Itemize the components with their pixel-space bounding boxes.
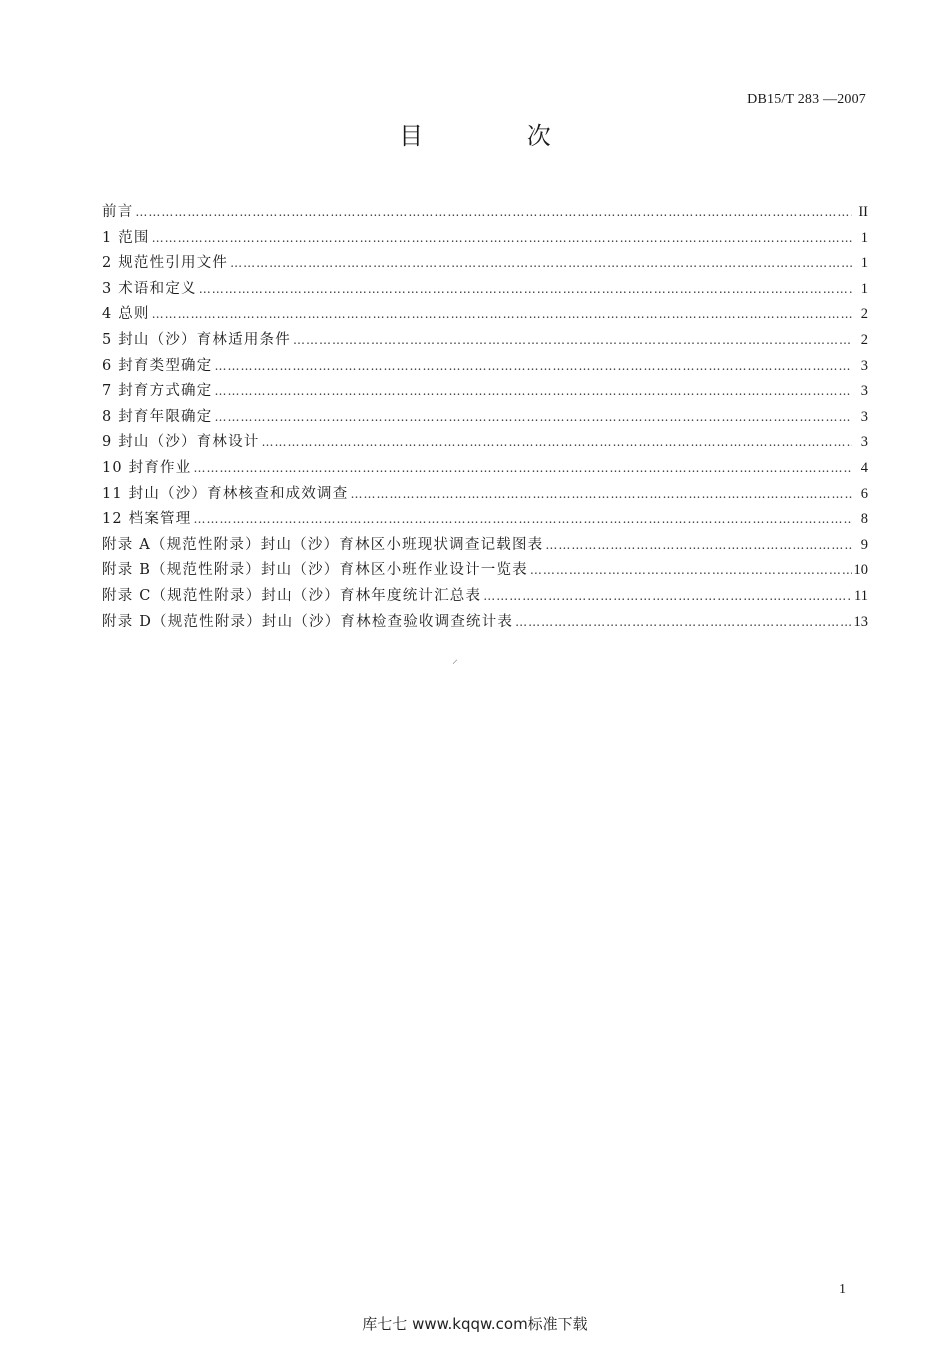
- toc-entry-page: 3: [860, 357, 868, 374]
- toc-entry[interactable]: [102, 226, 868, 252]
- toc-leader-dots: [152, 231, 852, 245]
- standard-code: DB15/T 283 —2007: [747, 92, 866, 107]
- toc-entry-label: 10 封育作业: [102, 459, 192, 476]
- footer-watermark: 库七七 www.kqqw.com标准下载: [362, 1315, 588, 1333]
- toc-leader-dots: [530, 563, 852, 577]
- toc-entry-page: II: [858, 204, 868, 220]
- toc-entry-page: 6: [860, 485, 868, 502]
- toc-entry-label: 1 范围: [102, 229, 150, 246]
- toc-entry-label: 6 封育类型确定: [102, 357, 213, 374]
- toc-entry[interactable]: [102, 482, 868, 508]
- toc-leader-dots: [193, 461, 852, 475]
- toc-leader-dots: [199, 282, 852, 296]
- toc-entry-page: 3: [860, 383, 868, 400]
- toc-entry-page: 1: [860, 255, 868, 272]
- toc-entry[interactable]: [102, 200, 868, 226]
- toc-entry[interactable]: [102, 584, 868, 610]
- page-title: 目 次: [399, 122, 599, 150]
- toc-entry[interactable]: [102, 354, 868, 380]
- toc-entry-page: 9: [860, 536, 868, 553]
- toc-entry[interactable]: [102, 610, 868, 636]
- toc-leader-dots: [515, 615, 851, 629]
- toc-entry-label: 7 封育方式确定: [102, 383, 213, 400]
- toc-leader-dots: [483, 589, 852, 603]
- toc-entry-label: 2 规范性引用文件: [102, 255, 229, 272]
- toc-entry-label: 3 术语和定义: [102, 280, 197, 297]
- toc-entry-page: 1: [860, 229, 868, 246]
- toc-entry[interactable]: [102, 507, 868, 533]
- toc-entry[interactable]: [102, 277, 868, 303]
- toc-leader-dots: [214, 410, 852, 424]
- toc-entry-label: 附录 A（规范性附录）封山（沙）育林区小班现状调查记载图表: [102, 536, 544, 553]
- toc-leader-dots: [262, 435, 852, 449]
- toc-entry-page: 3: [860, 408, 868, 425]
- toc-leader-dots: [193, 512, 852, 526]
- toc-entry-label: 附录 B（规范性附录）封山（沙）育林区小班作业设计一览表: [102, 562, 528, 579]
- toc-entry-label: 12 档案管理: [102, 511, 192, 528]
- toc-entry[interactable]: [102, 251, 868, 277]
- toc-leader-dots: [350, 487, 852, 501]
- toc-entry[interactable]: [102, 379, 868, 405]
- toc-leader-dots: [214, 359, 852, 373]
- toc-entry-page: 4: [860, 459, 868, 476]
- toc-entry-page: 10: [853, 562, 868, 579]
- toc-leader-dots: [214, 384, 852, 398]
- toc-leader-dots: [230, 256, 852, 270]
- toc-entry-label: 9 封山（沙）育林设计: [102, 434, 260, 451]
- toc-entry-page: 1: [860, 280, 868, 297]
- toc-entry-label: 附录 D（规范性附录）封山（沙）育林检查验收调查统计表: [102, 613, 514, 630]
- toc-entry[interactable]: [102, 405, 868, 431]
- toc-entry-label: 5 封山（沙）育林适用条件: [102, 331, 291, 348]
- toc-entry[interactable]: [102, 533, 868, 559]
- toc-entry-page: 8: [860, 511, 868, 528]
- toc-leader-dots: [545, 538, 852, 552]
- toc-entry[interactable]: [102, 328, 868, 354]
- toc-entry-label: 前言: [102, 204, 134, 220]
- toc-entry-label: 11 封山（沙）育林核查和成效调查: [102, 485, 349, 502]
- toc-leader-dots: [293, 333, 852, 347]
- toc-entry-label: 8 封育年限确定: [102, 408, 213, 425]
- page-number: 1: [839, 1282, 846, 1297]
- toc-entry-page: 2: [860, 306, 868, 323]
- toc-entry[interactable]: [102, 430, 868, 456]
- table-of-contents: [102, 200, 868, 635]
- toc-entry-label: 附录 C（规范性附录）封山（沙）育林年度统计汇总表: [102, 587, 482, 604]
- toc-leader-dots: [135, 205, 852, 219]
- toc-entry-page: 2: [860, 331, 868, 348]
- toc-entry-page: 3: [860, 434, 868, 451]
- toc-entry[interactable]: [102, 302, 868, 328]
- toc-entry-page: 13: [853, 613, 868, 630]
- toc-entry[interactable]: [102, 456, 868, 482]
- toc-leader-dots: [152, 307, 852, 321]
- toc-entry-page: 11: [854, 587, 868, 604]
- toc-entry-label: 4 总则: [102, 306, 150, 323]
- scan-mark: ⸝: [452, 652, 459, 666]
- toc-entry[interactable]: [102, 558, 868, 584]
